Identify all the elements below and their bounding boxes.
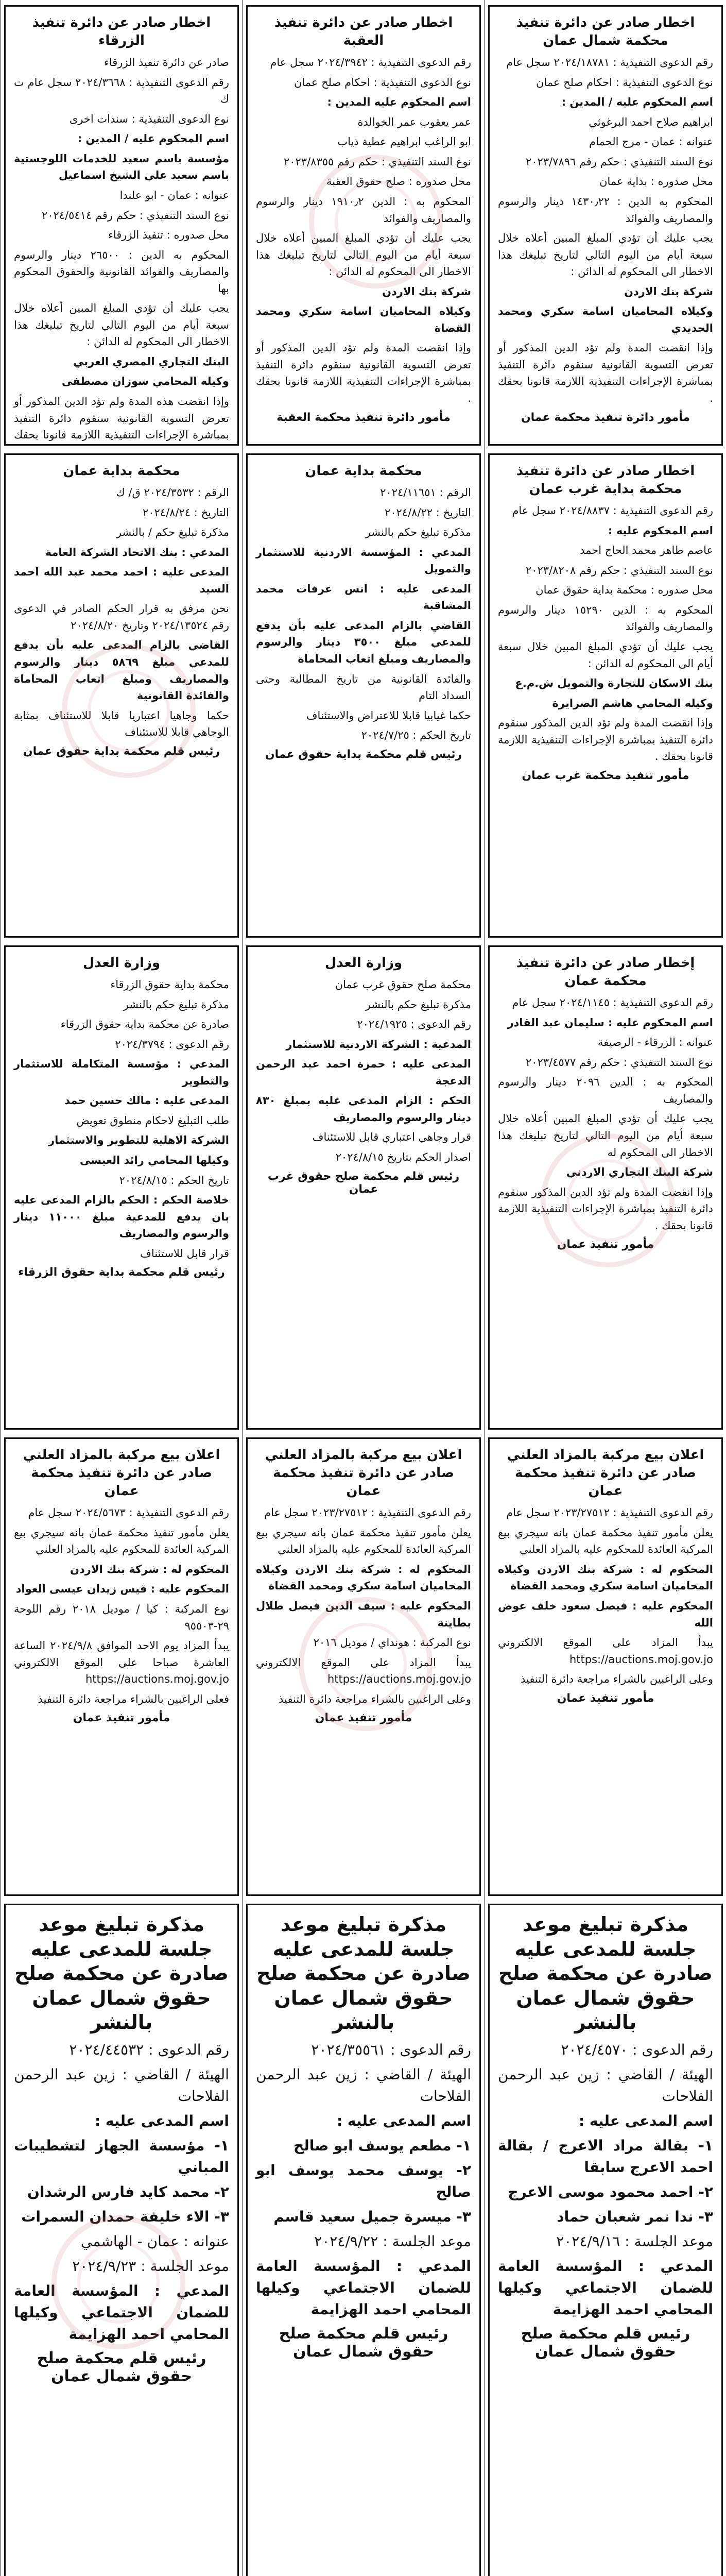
- notice-line: يجب عليك أن تؤدي المبلغ المبين خلال سبعة أيام الى المحكوم له الدائن :: [498, 640, 713, 670]
- notice-line: ١- مؤسسة الجهاز لتشطيبات المباني: [14, 2137, 229, 2176]
- notice-signature: مأمور تنفيذ عمان: [315, 1711, 412, 1725]
- notice-title: مذكرة تبليغ موعد جلسة للمدعى عليه صادرة عن محكمة صلح حقوق شمال عمان بالنشر: [14, 1913, 229, 2033]
- notice-title: اعلان بيع مركبة بالمزاد العلني صادر عن دائرة تنفيذ محكمة عمان: [23, 1447, 220, 1499]
- notice-box: [246, 945, 481, 1430]
- notice-line: قرار وجاهي اعتباري قابل للاستئناف: [312, 1131, 471, 1144]
- notice-signature: رئيس قلم محكمة بداية حقوق عمان: [23, 744, 220, 758]
- notice-line: محل صدوره : بداية عمان: [599, 175, 713, 188]
- notice-line: مذكرة تبليغ حكم بالنشر: [365, 998, 471, 1011]
- notice-line: الرقم : ٢٠٢٤/١١٦٥١: [380, 486, 471, 499]
- notice-line: رقم الدعوى : ٢٠٢٤/٣٥٥٦١: [311, 2041, 471, 2058]
- notice-line: وعلى الراغبين بالشراء مراجعة دائرة التنفيذ: [520, 1673, 713, 1686]
- notice-title: مذكرة تبليغ موعد جلسة للمدعى عليه صادرة عن محكمة صلح حقوق شمال عمان بالنشر: [256, 1913, 471, 2033]
- notice-line: تاريخ الحكم : ٢٠٢٤/٨/١٥: [119, 1174, 229, 1187]
- notice-signature: مأمور تنفيذ عمان: [557, 1691, 654, 1705]
- notice-line: نوع المركبة : كيا / موديل ٢٠١٨ رقم اللوحة ٢٩-٩٥٥٠٣: [14, 1603, 229, 1632]
- notice-line: عنوانه : الزرقاء - الرصيفة: [597, 1036, 713, 1049]
- notice-title: اعلان بيع مركبة بالمزاد العلني صادر عن دائرة تنفيذ محكمة عمان: [507, 1447, 704, 1499]
- notice-line: رقم الدعوى التنفيذية : ٢٠٢٣/٢٧٥١٢ سجل عام: [264, 1506, 471, 1519]
- notice-line: ٢- احمد محمود موسى الاعرج: [508, 2183, 713, 2200]
- notice-box: [246, 5, 481, 446]
- notice-line: المحكوم به الدين : ١٤٣٠٫٢٢ دينار والرسوم والمصاريف والفوائد: [498, 195, 713, 225]
- notice-line: ١- مطعم يوسف ابو صالح: [293, 2137, 471, 2154]
- notice-line: عنوانه : عمان - مرج الحمام: [589, 135, 713, 148]
- notice-signature: رئيس قلم محكمة صلح حقوق شمال عمان: [279, 2324, 448, 2361]
- notice-box: [488, 1437, 723, 1896]
- notice-line: المدعى عليه : حمزة احمد عبد الرحمن الدعجة: [256, 1058, 471, 1087]
- notice-line: صادر عن دائرة تنفيذ الزرقاء: [104, 56, 229, 69]
- notice-line: محل صدوره : صلح حقوق العقبة: [326, 175, 471, 188]
- notice-line: محكمة صلح حقوق غرب عمان: [335, 978, 471, 991]
- notice-title: اعلان بيع مركبة بالمزاد العلني صادر عن دائرة تنفيذ محكمة عمان: [265, 1447, 462, 1499]
- notice-box: [246, 1437, 481, 1896]
- notice-line: اسم المحكوم عليه : سليمان عبد القادر: [507, 1016, 713, 1029]
- notice-line: الهيئة / القاضي : زين عبد الرحمن الفلاحات: [256, 2065, 471, 2105]
- notice-line: المدعي : المؤسسة العامة للضمان الاجتماعي وكيلها المحامي احمد الهزايمة: [256, 2257, 471, 2318]
- notice-line: المدعى عليه : احمد محمد عبد الله احمد السيد: [14, 566, 229, 595]
- notice-line: وإذا انقضت المدة ولم تؤد الدين المذكور سنقوم دائرة التنفيذ بمباشرة الإجراءات التنفيذية اللازمة قانونا بحقك .: [498, 1185, 713, 1232]
- notice-line: شركة بنك الاردن: [382, 285, 471, 298]
- notice-line: يبدأ المزاد على الموقع الالكتروني https://auctions.moj.gov.jo: [256, 1656, 471, 1686]
- notice-line: المحكوم به : الدين ١٥٢٩٠ دينار والرسوم والمصاريف والفوائد: [498, 603, 713, 633]
- notice-box: [246, 453, 481, 938]
- notice-line: ابراهيم صلاح احمد البرغوثي: [589, 115, 713, 128]
- notice-box: [4, 1904, 239, 2576]
- notice-line: شركة بنك الاردن: [624, 285, 713, 298]
- notice-line: وعلى الراغبين بالشراء مراجعة دائرة التنفيذ: [278, 1692, 471, 1705]
- notice-line: يعلن مأمور تنفيذ محكمة عمان بانه سيجري بيع المركبة العائدة للمحكوم عليه بالمزاد العلني: [14, 1526, 229, 1556]
- notice-line: الحكم : الزام المدعى عليه بمبلغ ٨٣٠ دينار والرسوم والمصاريف: [256, 1094, 471, 1124]
- notice-line: رقم الدعوى التنفيذية : ٢٠٢٤/٣٩٤٢ سجل عام: [270, 56, 471, 69]
- notice-box: [488, 945, 723, 1430]
- notice-line: مذكرة تبليغ حكم / بالنشر: [116, 526, 229, 539]
- notice-line: نوع السند التنفيذي : حكم رقم ٢٠٢٣/٤٥٧٧: [525, 1056, 713, 1069]
- notice-line: مذكرة تبليغ حكم بالنشر: [365, 526, 471, 539]
- notice-line: المحكوم له : شركة بنك الاردن: [70, 1563, 229, 1575]
- notice-title: محكمة بداية عمان: [63, 463, 180, 479]
- notice-box: [4, 1437, 239, 1896]
- notice-line: المحكوم عليه : فيصل سعود خلف عوض الله: [498, 1600, 713, 1629]
- notice-line: موعد الجلسة : ٢٠٢٤/٩/١٦: [556, 2232, 713, 2250]
- notice-line: يجب عليك أن تؤدي المبلغ المبين أعلاه خلال سبعة أيام من اليوم التالي لتاريخ تبليغك هذا الاخطار الى المحكوم له الدائن :: [498, 232, 713, 278]
- notice-title: مذكرة تبليغ موعد جلسة للمدعى عليه صادرة عن محكمة صلح حقوق شمال عمان بالنشر: [498, 1913, 713, 2033]
- notice-line: رقم الدعوى التنفيذية : ٢٠٢٤/١١٤٥ سجل عام: [512, 996, 713, 1009]
- notice-line: شركة البنك التجاري الاردني: [566, 1166, 713, 1179]
- notice-line: المحكوم به : الدين ٢٠٩٦ دينار والرسوم والمصاريف: [498, 1076, 713, 1105]
- notice-signature: رئيس قلم محكمة بداية حقوق عمان: [265, 748, 462, 761]
- notice-line: الهيئة / القاضي : زين عبد الرحمن الفلاحات: [498, 2065, 713, 2105]
- notice-line: يجب عليك أن تؤدي المبلغ المبين أعلاه خلال سبعة أيام من اليوم التالي لتاريخ تبليغك هذا الاخطار الى المحكوم له الدائن :: [256, 232, 471, 278]
- notice-line: القاضي بالزام المدعى عليه بأن يدفع للمدعي مبلغ ٥٨٦٩ دينار والرسوم والمصاريف ومبلغ اتعاب المحاماة والفائدة القانونية: [14, 639, 229, 702]
- notice-line: المدعى عليه : انس عرفات محمد المشاقبة: [256, 582, 471, 612]
- notice-line: المدعي : بنك الاتحاد الشركة العامة: [45, 546, 229, 558]
- notice-line: حكما وجاهيا اعتباريا قابلا للاستئناف بمثابة الوجاهي قابلا للاستئناف: [14, 709, 229, 739]
- column-right: [484, 0, 726, 2576]
- notice-line: الشركة الاهلية للتطوير والاستثمار: [48, 1134, 229, 1147]
- notice-line: رقم الدعوى : ٢٠٢٤/١٩٢٥: [357, 1018, 471, 1031]
- notice-line: صادرة عن محكمة بداية حقوق الزرقاء: [60, 1018, 229, 1031]
- notice-line: المحكوم له : شركة بنك الاردن وكيلاه المحاميان اسامة سكري ومحمد القضاة: [256, 1563, 471, 1592]
- notice-signature: مأمور تنفيذ عمان: [557, 1238, 654, 1251]
- notice-line: ٣- الاء خليفة حمدان السمرات: [21, 2208, 229, 2225]
- notice-title: وزارة العدل: [82, 955, 161, 971]
- notice-title: وزارة العدل: [324, 955, 403, 971]
- notice-box: [488, 5, 723, 446]
- notice-line: اسم المحكوم عليه :: [608, 524, 713, 537]
- notice-line: نوع السند التنفيذي : حكم رقم ٢٠٢٣/٧٨٩٦: [525, 155, 713, 168]
- notice-line: مذكرة تبليغ حكم بالنشر: [123, 998, 229, 1011]
- notice-line: يعلن مأمور تنفيذ محكمة عمان بانه سيجري بيع المركبة العائدة للمحكوم عليه بالمزاد العلني: [498, 1526, 713, 1556]
- notice-line: ابو الراغب ابراهيم عطية ذياب: [337, 135, 471, 148]
- notice-line: التاريخ : ٢٠٢٤/٨/٢٢: [384, 506, 471, 519]
- notice-line: موعد الجلسة : ٢٠٢٤/٩/٢٣: [72, 2257, 229, 2275]
- notice-line: قرار قابل للاستئناف: [140, 1247, 229, 1260]
- notice-line: عاصم طاهر محمد الحاج احمد: [580, 544, 713, 557]
- notice-line: محل صدوره : تنفيذ الزرقاء: [108, 229, 229, 242]
- notice-line: اسم المحكوم عليه المدين :: [327, 96, 471, 109]
- notice-line: نوع المركبة : هونداي / موديل ٢٠١٦: [313, 1636, 471, 1649]
- notice-title: اخطار صادر عن دائرة تنفيذ الزرقاء: [32, 15, 211, 49]
- notice-signature: مأمور دائرة تنفيذ محكمة عمان: [521, 411, 690, 424]
- notice-box: [4, 453, 239, 938]
- notice-line: حكما غيابيا قابلا للاعتراض والاستئناف: [306, 709, 471, 722]
- notice-line: المحكوم عليه : قيس زيدان عيسى العواد: [15, 1583, 229, 1596]
- notice-line: محكمة بداية حقوق الزرقاء: [110, 978, 229, 991]
- notice-line: مؤسسة باسم سعيد للخدمات اللوجستية باسم سعيد علي الشيخ اسماعيل: [14, 152, 229, 182]
- notice-line: اسم المحكوم عليه / المدين :: [77, 132, 229, 145]
- notice-line: رقم الدعوى : ٢٠٢٤/٤٥٧٠: [561, 2041, 713, 2058]
- notice-line: ٢- محمد كايد فارس الرشدان: [27, 2183, 229, 2200]
- notice-line: يعلن مأمور تنفيذ محكمة عمان بانه سيجري بيع المركبة العائدة للمحكوم عليه بالمزاد العلني: [256, 1526, 471, 1556]
- notice-title: اخطار صادر عن دائرة تنفيذ محكمة بداية غرب عمان: [516, 463, 695, 497]
- notice-line: البنك التجاري المصري العربي: [73, 355, 229, 368]
- notice-line: ٣- ميسرة جميل سعيد قاسم: [273, 2208, 471, 2225]
- notice-line: المحكوم به الدين : ٢٦٥٠٠ دينار والرسوم والمصاريف والفوائد القانونية والحقوق المحكوم بها: [14, 248, 229, 295]
- notice-title: اخطار صادر عن دائرة تنفيذ العقبة: [274, 15, 453, 49]
- notice-signature: مأمور دائرة تنفيذ محكمة العقبة: [276, 411, 451, 424]
- notice-line: وكيله المحامي هاشم الصرايرة: [552, 697, 713, 709]
- column-left: [0, 0, 242, 2576]
- notice-line: رقم الدعوى : ٢٠٢٤/٣٧٩٤: [115, 1038, 229, 1050]
- notice-line: فعلى الراغبين بالشراء مراجعة دائرة التنفيذ: [38, 1692, 229, 1705]
- notice-line: اسم المدعى عليه :: [336, 2112, 471, 2129]
- notice-line: يجب عليك أن تؤدي المبلغ المبين أعلاه خلال سبعة أيام من اليوم التالي لتاريخ تبليغك هذا الاخطار الى المحكوم له الدائن :: [14, 302, 229, 348]
- notice-line: المحكوم له : شركة بنك الاردن وكيلاه المحاميان اسامة سكري ومحمد القضاة: [498, 1563, 713, 1592]
- notice-line: المحكوم عليه : سيف الدين فيصل طلال بطاينة: [256, 1600, 471, 1629]
- notice-box: [4, 945, 239, 1430]
- notice-line: المدعي : المؤسسة العامة للضمان الاجتماعي وكيلها المحامي احمد الهزايمة: [498, 2257, 713, 2318]
- notice-line: خلاصة الحكم : الحكم بالزام المدعى عليه بان يدفع للمدعية مبلغ ١١٠٠٠ دينار والرسوم والمصاريف: [14, 1194, 229, 1240]
- notice-line: رقم الدعوى التنفيذية : ٢٠٢٤/٨٨٣٧ سجل عام: [512, 504, 713, 517]
- notice-line: المحكوم به : الدين ١٩١٠٫٢ دينار والرسوم والمصاريف والفوائد: [256, 195, 471, 225]
- notice-line: رقم الدعوى التنفيذية : ٢٠٢٤/٥٦٧٣ سجل عام: [28, 1506, 229, 1519]
- notice-line: اسم المدعى عليه :: [578, 2112, 713, 2129]
- notice-line: رقم الدعوى : ٢٠٢٤/٤٤٥٣٢: [69, 2041, 229, 2058]
- notice-line: نوع الدعوى التنفيذية : احكام صلح عمان: [293, 76, 471, 89]
- notice-line: وإذا انقضت المدة ولم تؤد الدين المذكور أو تعرض التسوية القانونية سنقوم دائرة التنفيذ بمباشرة الإجراءات التنفيذية اللازمة قانونا بحقك .: [256, 342, 471, 405]
- notice-line: نوع الدعوى التنفيذية : احكام صلح عمان: [535, 76, 713, 89]
- notice-line: نوع السند التنفيذي : حكم رقم ٢٠٢٣/٨٣٥٥: [283, 155, 471, 168]
- notice-title: اخطار صادر عن دائرة تنفيذ محكمة شمال عمان: [516, 15, 695, 49]
- notice-line: نوع الدعوى التنفيذية : سندات اخرى: [69, 112, 229, 125]
- notice-line: عنوانه : عمان - الهاشمي: [80, 2232, 229, 2250]
- notice-line: نوع السند التنفيذي : حكم رقم ٢٠٢٤/٥٤١٤: [41, 209, 229, 222]
- notice-line: رقم الدعوى التنفيذية : ٢٠٢٤/١٨٧٨١ سجل عام: [506, 56, 713, 69]
- notice-line: وكيلاه المحاميان اسامة سكري ومحمد الحديدي: [498, 305, 713, 334]
- column-middle: [242, 0, 484, 2576]
- notice-line: المدعي : المؤسسة العامة للضمان الاجتماعي وكيلها المحامي احمد الهزايمة: [14, 2282, 229, 2343]
- notice-line: وإذا انقضت المدة ولم تؤد الدين المذكور سنقوم دائرة التنفيذ بمباشرة الإجراءات التنفيذية اللازمة قانونا بحقك .: [498, 717, 713, 763]
- notice-line: محل صدوره : محكمة بداية حقوق عمان: [535, 584, 713, 597]
- notice-signature: مأمور تنفيذ عمان: [73, 1711, 170, 1725]
- notice-line: موعد الجلسة : ٢٠٢٤/٩/٢٢: [314, 2232, 471, 2250]
- notice-line: وإذا انقضت المدة ولم تؤد الدين المذكور أو تعرض التسوية القانونية سنقوم دائرة التنفيذ بمباشرة الإجراءات التنفيذية اللازمة قانونا بحقك .: [498, 342, 713, 405]
- notice-line: بنك الاسكان للتجارة والتمويل ش.م.ع: [515, 677, 713, 690]
- notice-line: والفائدة القانونية من تاريخ المطالبة وحتى السداد التام: [256, 672, 471, 702]
- notice-line: عنوانه : عمان - ابو علندا: [119, 189, 229, 202]
- notice-line: ٢- يوسف محمد يوسف ابو صالح: [256, 2161, 471, 2200]
- notice-line: تاريخ الحكم : ٢٠٢٤/٧/٢٥: [361, 729, 471, 742]
- notice-line: اصدار الحكم بتاريخ ٢٠٢٤/٨/١٥: [335, 1151, 471, 1164]
- notice-line: نوع السند التنفيذي : حكم رقم ٢٠٢٣/٨٢٠٨: [525, 564, 713, 577]
- notice-signature: رئيس قلم محكمة بداية حقوق الزرقاء: [18, 1266, 225, 1279]
- notice-line: المدعي : المؤسسة الاردنية للاستثمار والتمويل: [256, 546, 471, 575]
- notice-line: اسم المدعى عليه :: [94, 2112, 229, 2129]
- notice-line: وإذا انقضت هذه المدة ولم تؤد الدين المذكور أو تعرض التسوية القانونية سنقوم دائرة التنفيذ بمباشرة الإجراءات التنفيذية اللازمة قانونا بحقك: [14, 395, 229, 442]
- notice-box: [488, 453, 723, 938]
- notice-box: [4, 5, 239, 446]
- notice-box: [488, 1904, 723, 2576]
- notice-line: ٣- ندا نمر شعبان حماد: [557, 2208, 713, 2225]
- notice-signature: رئيس قلم محكمة صلح حقوق شمال عمان: [37, 2349, 206, 2385]
- notice-line: وكيلها المحامي رائد العيسى: [80, 1154, 229, 1167]
- notice-signature: رئيس قلم محكمة صلح حقوق شمال عمان: [521, 2324, 690, 2361]
- notice-signature: مأمور تنفيذ محكمة غرب عمان: [522, 769, 689, 782]
- notice-line: يبدأ المزاد يوم الاحد الموافق ٢٠٢٤/٩/٨ الساعة العاشرة صباحا على الموقع الالكتروني https://auctions.moj.gov.jo: [14, 1639, 229, 1686]
- notice-line: ١- بقالة مراد الاعرج / بقالة احمد الاعرج سابقا: [498, 2137, 713, 2176]
- notice-line: وكيله المحامي سوزان مصطفى: [61, 375, 229, 388]
- notice-line: اسم المحكوم عليه / المدين :: [561, 96, 713, 109]
- notice-line: المدعية : الشركة الاردنية للاستثمار: [286, 1038, 471, 1050]
- notice-line: القاضي بالزام المدعى عليه بأن يدفع للمدعي مبلغ ٣٥٠٠ دينار والرسوم والمصاريف ومبلغ اتعاب المحاماة: [256, 619, 471, 666]
- notice-line: وكيلاه المحاميان اسامة سكري ومحمد القضاة: [256, 305, 471, 334]
- notice-line: طلب التبليغ لاحكام منطوق تعويض: [76, 1114, 229, 1127]
- notice-line: عمر يعقوب عمر الخوالدة: [357, 115, 471, 128]
- notice-line: التاريخ : ٢٠٢٤/٨/٢٤: [142, 506, 229, 519]
- notice-line: يجب عليك أن تؤدي المبلغ المبين أعلاه خلال سبعة أيام من اليوم التالي لتاريخ تبليغك هذا الاخطار الى المحكوم له: [498, 1112, 713, 1159]
- notice-line: رقم الدعوى التنفيذية : ٢٠٢٣/٢٧٥١٢ سجل عام: [506, 1506, 713, 1519]
- notice-title: إخطار صادر عن دائرة تنفيذ محكمة عمان: [516, 955, 695, 989]
- notice-box: [246, 1904, 481, 2576]
- notice-signature: رئيس قلم محكمة صلح حقوق غرب عمان: [267, 1170, 460, 1196]
- notice-title: محكمة بداية عمان: [305, 463, 422, 479]
- notice-line: يبدأ المزاد على الموقع الالكتروني https://auctions.moj.gov.jo: [498, 1636, 713, 1666]
- notice-line: الهيئة / القاضي : زين عبد الرحمن الفلاحات: [14, 2065, 229, 2105]
- notice-line: الرقم : ٢٠٢٤/٣٥٣٢ ق/ ك: [116, 486, 229, 499]
- notice-line: المدعى عليه : مالك حسين حمد: [64, 1094, 229, 1107]
- notice-line: نحن مرفق به قرار الحكم الصادر في الدعوى رقم ٢٠٢٤/١٣٥٢٤ وتاريخ ٢٠٢٤/٨/٢٠: [14, 602, 229, 632]
- notice-line: المدعي : مؤسسة المتكاملة للاستثمار والتطوير: [14, 1058, 229, 1087]
- notice-line: رقم الدعوى التنفيذية : ٢٠٢٤/٣٦٦٨ سجل عام ت ك: [14, 76, 229, 106]
